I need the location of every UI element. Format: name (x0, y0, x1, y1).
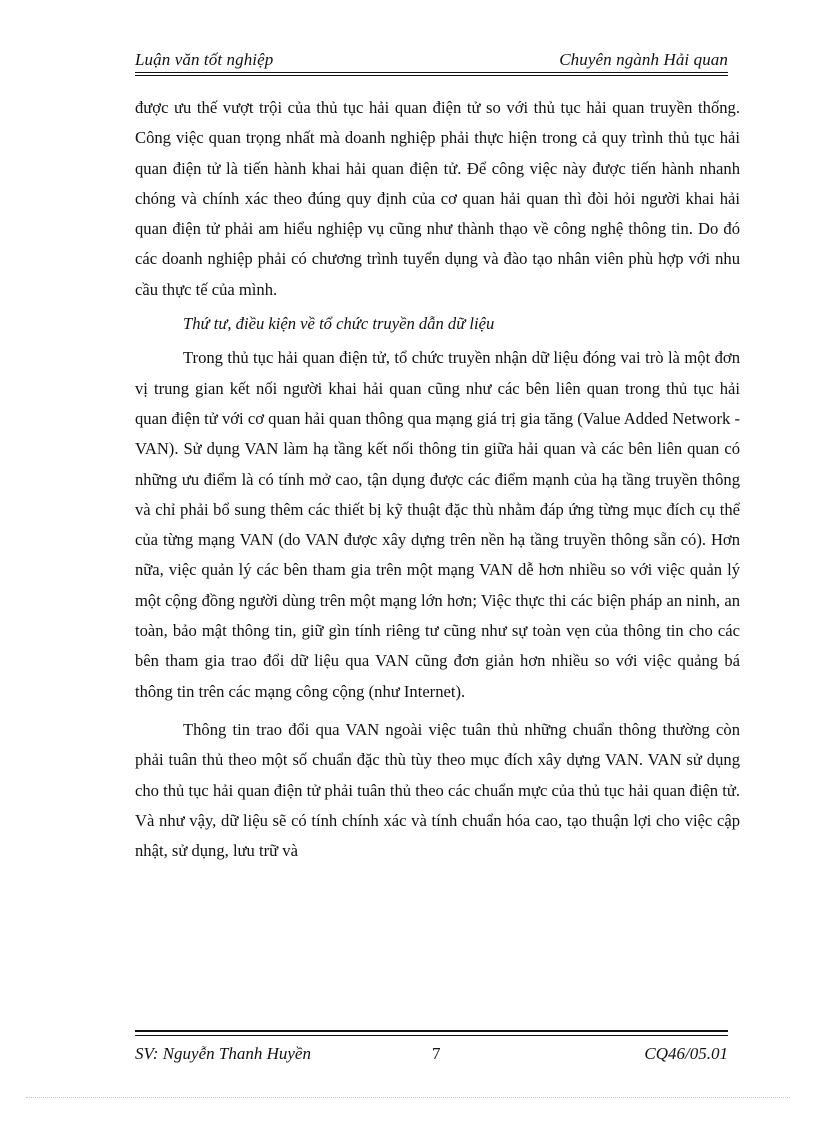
page-footer (135, 1044, 728, 1068)
footer-rule (135, 1030, 728, 1032)
footer-student-name: SV: Nguyễn Thanh Huyền (135, 1044, 311, 1063)
footer-rule-thin (135, 1035, 728, 1036)
page-header (135, 46, 728, 72)
paragraph-continued: được ưu thế vượt trội của thủ tục hải quan điện tử so với thủ tục hải quan truyền thống. Công việc quan trọng nhất mà doanh nghiệp phải thực hiện trong cả quy trình thủ tục hải quan điện tử là tiến hành khai hải quan điện tử. Để công việc này được tiến hành nhanh chóng và chính xác theo đúng quy định của cơ quan hải quan thì đòi hỏi người khai hải quan điện tử phải am hiểu nghiệp vụ cũng như thành thạo về công nghệ thông tin. Do đó các doanh nghiệp phải có chương trình tuyển dụng và đào tạo nhân viên phù hợp với nhu cầu thực tế của mình. (135, 98, 740, 299)
header-major-label: Chuyên ngành Hải quan (559, 50, 728, 69)
page-edge-divider (26, 1097, 790, 1098)
header-rule-thin (135, 75, 728, 76)
section-subheading: Thứ tư, điều kiện về tổ chức truyền dẫn dữ liệu (183, 314, 495, 334)
header-rule (135, 72, 728, 73)
paragraph-van-standards: Thông tin trao đổi qua VAN ngoài việc tuân thủ những chuẩn thông thường còn phải tuân thủ theo một số chuẩn đặc thù tùy theo mục đích xây dựng VAN. VAN sử dụng cho thủ tục hải quan điện tử phải tuân thủ theo các chuẩn mực của thủ tục hải quan điện tử. Và như vậy, dữ liệu sẽ có tính chính xác và tính chuẩn hóa cao, tạo thuận lợi cho việc cập nhật, sử dụng, lưu trữ và (135, 719, 740, 861)
header-thesis-label: Luận văn tốt nghiệp (135, 50, 274, 69)
paragraph-van-intro: Trong thủ tục hải quan điện tử, tổ chức truyền nhận dữ liệu đóng vai trò là một đơn vị trung gian kết nối người khai hải quan cũng như các bên liên quan trong thủ tục hải quan điện tử với cơ quan hải quan thông qua mạng giá trị gia tăng (Value Added Network - VAN). Sử dụng VAN làm hạ tầng kết nối thông tin giữa hải quan và các bên liên quan có những ưu điểm là có tính mở cao, tận dụng được các điểm mạnh của hạ tầng truyền thông và chỉ phải bổ sung thêm các thiết bị kỹ thuật đặc thù nhằm đáp ứng từng mục đích cụ thể của từng mạng VAN (do VAN được xây dựng trên nền hạ tầng truyền thông sẵn có). Hơn nữa, việc quản lý các bên tham gia trên một mạng VAN dễ hơn nhiều so với việc quản lý một cộng đồng người dùng trên một mạng lớn hơn; Việc thực thi các biện pháp an ninh, an toàn, bảo mật thông tin, giữ gìn tính riêng tư cũng như sự toàn vẹn của thông tin cho các bên tham gia trao đổi dữ liệu qua VAN cũng đơn giản hơn nhiều so với việc quảng bá thông tin trên các mạng công cộng (như Internet). (135, 348, 740, 701)
footer-class-code: CQ46/05.01 (644, 1044, 728, 1063)
page-number: 7 (432, 1044, 441, 1063)
document-body (135, 93, 740, 866)
